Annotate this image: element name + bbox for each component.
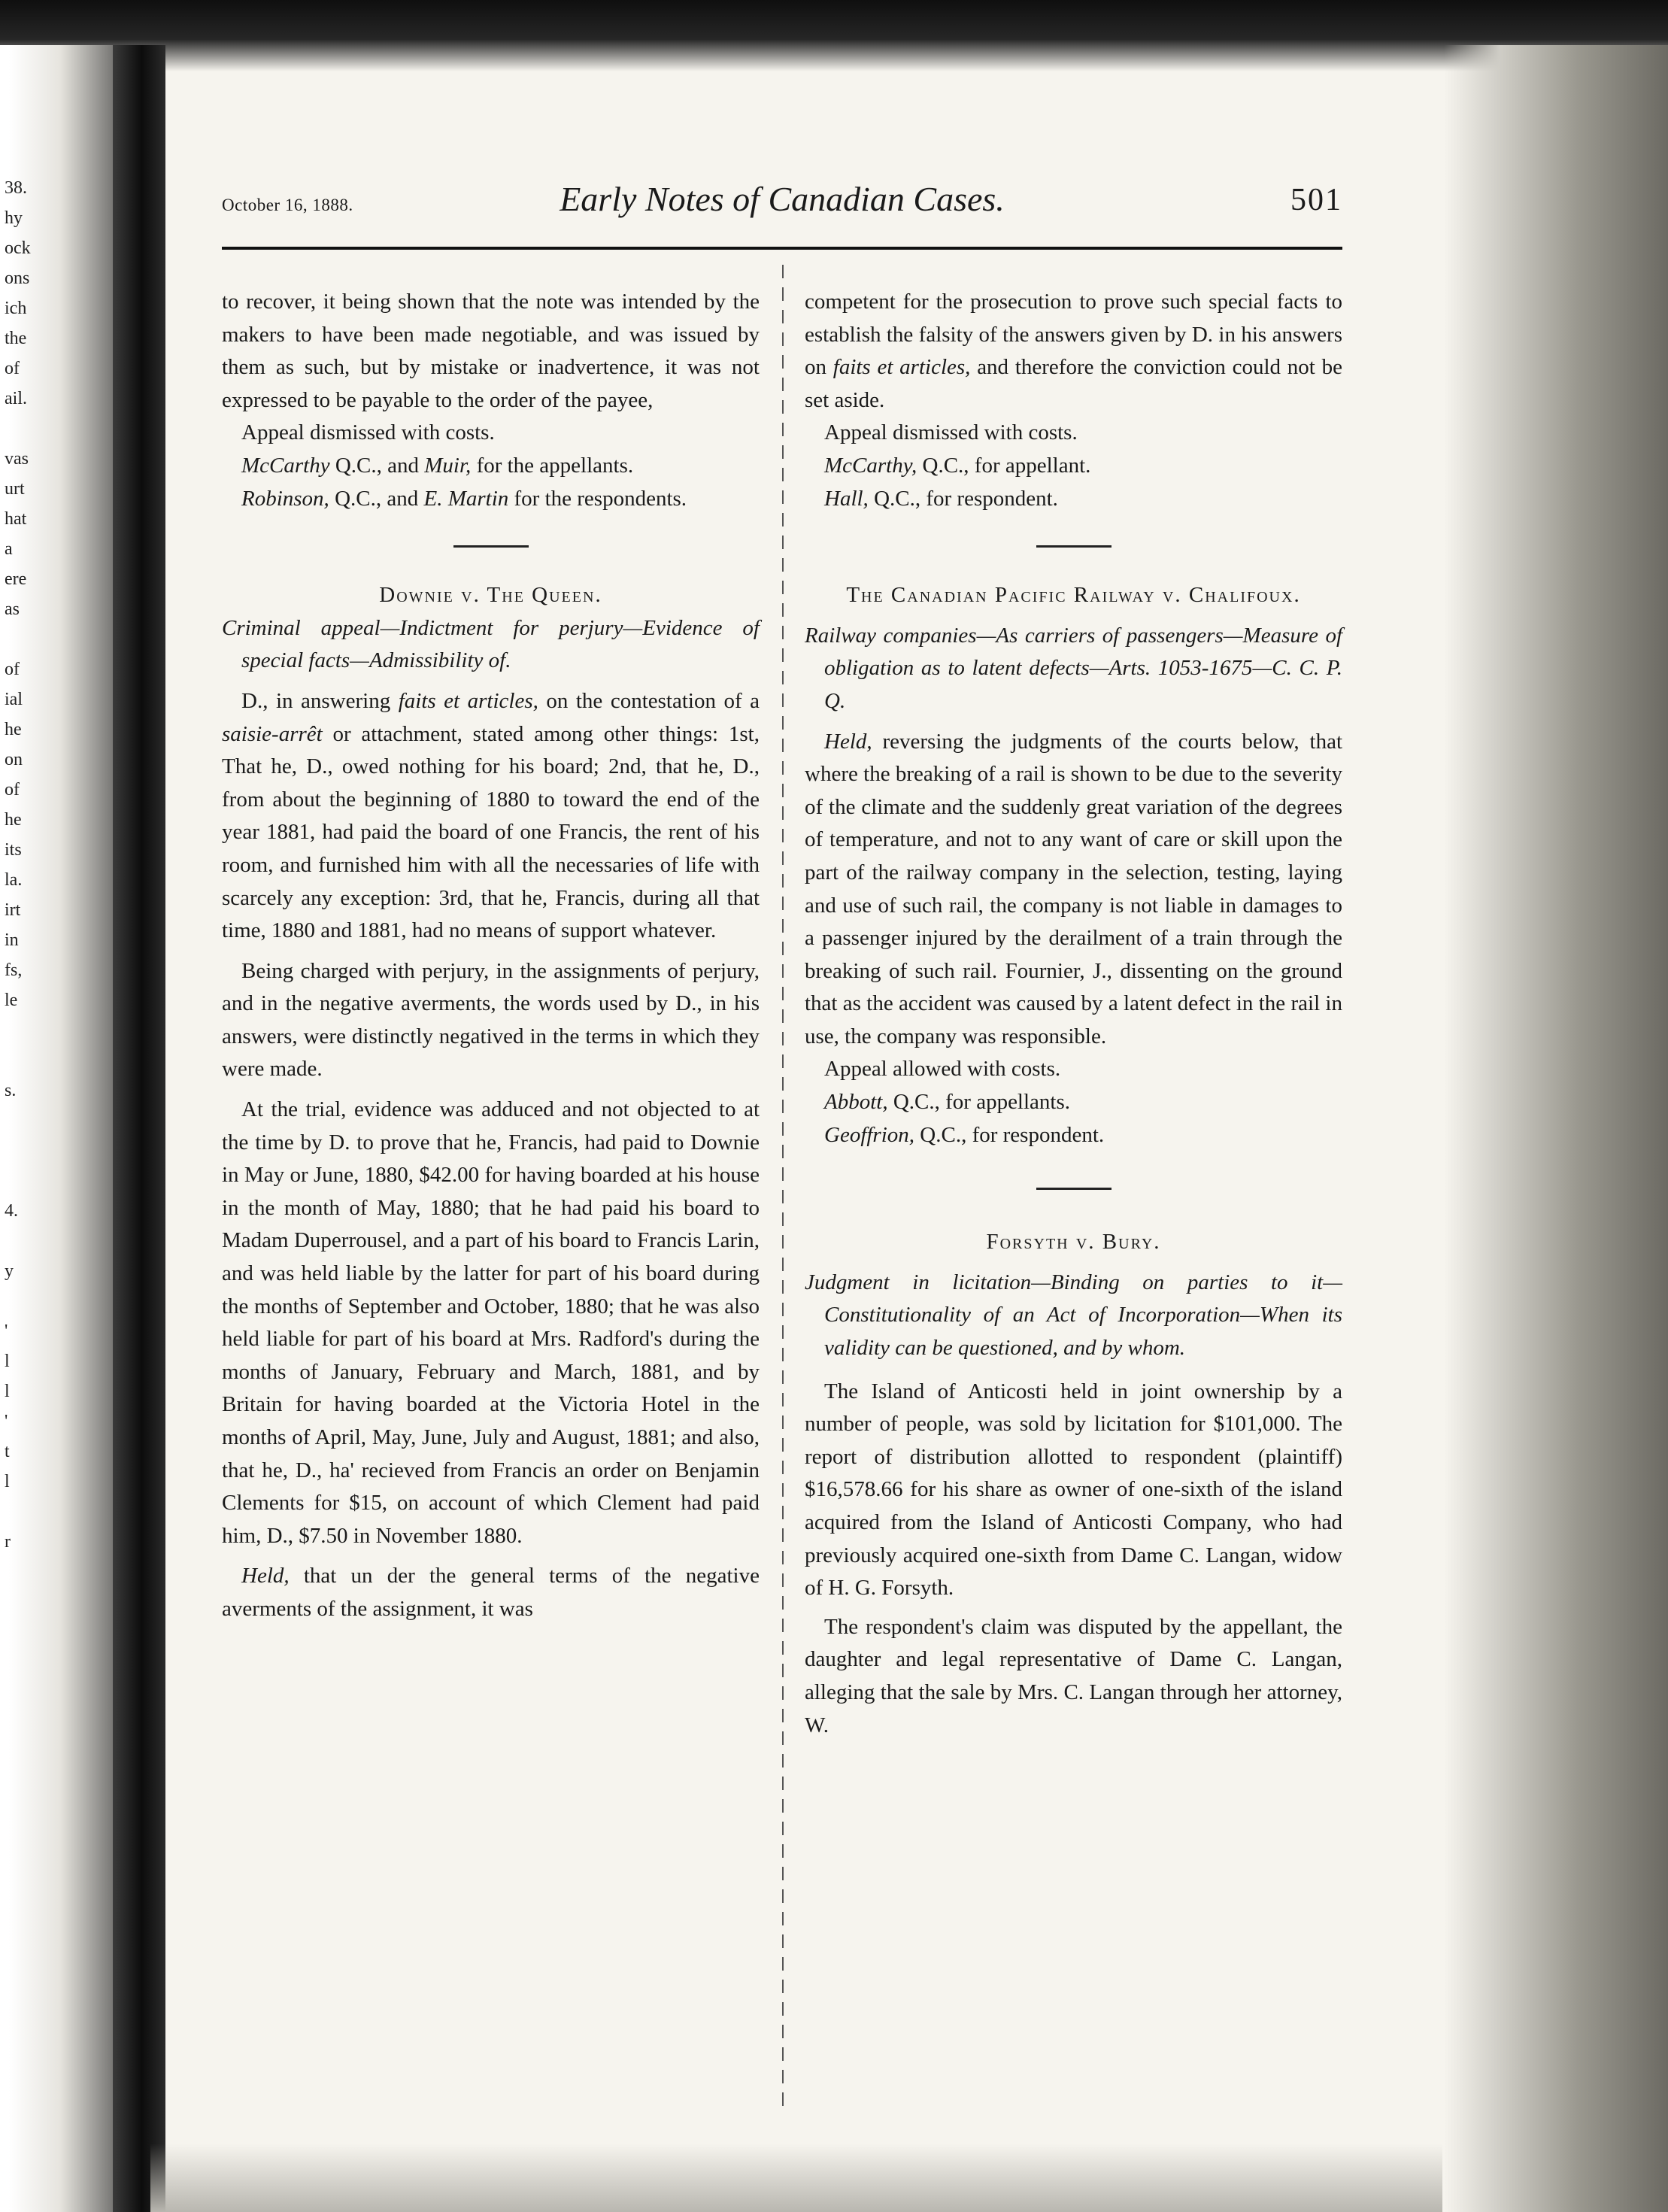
body-paragraph: Being charged with perjury, in the assignments of perjury, and in the negative averments, the words used by D., in his answers, were distinctly negatived in the terms in which they were made. bbox=[222, 958, 760, 1082]
facing-page-fragment: ock bbox=[5, 238, 31, 258]
counsel-text: Q.C., for respondent. bbox=[914, 1122, 1105, 1147]
facing-page-fragment: 38. bbox=[5, 178, 27, 198]
running-head bbox=[222, 173, 1342, 241]
body-paragraph: The respondent's claim was disputed by the appellant, the daughter and legal representative of Dame C. Langan, alleging that the sale by Mrs. C. Langan through her attorney, W. bbox=[805, 1614, 1342, 1737]
body-text: or attachment, stated among other things: 1st, That he, D., owed nothing for his board; 2nd, that he, D., from about the beginning of 1880 to toward the end of the year 1881, had paid the board of one Francis, the rent of his room, and furnished him with all the necessaries of life with scarcely any exception: 3rd, that he, Francis, during all that time, 1880 and 1881, had no means of support whatever. bbox=[222, 721, 760, 943]
counsel-line bbox=[805, 483, 1342, 516]
italic-term: saisie-arrêt bbox=[222, 721, 323, 746]
facing-page-fragment: on bbox=[5, 750, 23, 769]
facing-page-fragment: le bbox=[5, 991, 18, 1010]
facing-page-fragment: in bbox=[5, 930, 19, 950]
facing-page-fragment bbox=[0, 1226, 83, 1256]
facing-page-fragment: of bbox=[5, 359, 20, 378]
facing-page-fragment: ons bbox=[5, 269, 30, 288]
scan-right-edge bbox=[1444, 45, 1668, 2212]
case-title: Downie v. The Queen. bbox=[379, 583, 602, 608]
facing-page-fragment bbox=[0, 1045, 83, 1076]
facing-page-fragment: ial bbox=[5, 690, 23, 709]
body-paragraph bbox=[222, 685, 760, 948]
book-binding bbox=[113, 45, 165, 2212]
counsel-line bbox=[805, 450, 1342, 483]
counsel-line bbox=[222, 483, 760, 516]
left-column bbox=[222, 286, 760, 2144]
facing-page-fragment: as bbox=[5, 599, 20, 619]
body-text: D., in answering bbox=[241, 688, 399, 713]
facing-page-fragment: irt bbox=[5, 900, 21, 920]
italic-term: faits et articles, bbox=[398, 688, 538, 713]
body-text: that un der the general terms of the negative averments of the assignment, it was bbox=[222, 1564, 760, 1621]
facing-page-fragment: he bbox=[5, 810, 22, 830]
held-label: Held, bbox=[241, 1564, 290, 1588]
counsel-text: Q.C., for appellants. bbox=[887, 1090, 1071, 1115]
facing-page-fragment: ail. bbox=[5, 389, 27, 408]
right-column bbox=[805, 286, 1342, 2144]
case-title: Forsyth v. Bury. bbox=[986, 1230, 1161, 1255]
facing-page-fragments bbox=[0, 173, 83, 2053]
counsel-name: Robinson, bbox=[241, 486, 329, 511]
facing-page-fragment: of bbox=[5, 660, 20, 679]
facing-page-fragment: a bbox=[5, 539, 13, 559]
facing-page-fragment bbox=[0, 1015, 83, 1045]
counsel-text: Q.C., for respondent. bbox=[868, 486, 1058, 511]
counsel-line bbox=[805, 1086, 1342, 1119]
case-title: The Canadian Pacific Railway v. Chalifoux. bbox=[846, 583, 1301, 608]
facing-page-fragment: vas bbox=[5, 449, 29, 469]
page bbox=[222, 173, 1342, 2144]
body-paragraph: The Island of Anticosti held in joint ownership by a number of people, was sold by licitation for $101,000. The report of distribution allotted to respondent (plaintiff) $16,578.66 for his share as owner of one-sixth of the island acquired from the Island of Anticosti Company, who had previously acquired one-sixth from Dame C. Langan, widow of H. G. Forsyth. bbox=[805, 1379, 1342, 1601]
counsel-name: McCarthy, bbox=[824, 453, 917, 478]
facing-page-fragment: l bbox=[5, 1352, 10, 1371]
counsel-name: Geoffrion, bbox=[824, 1122, 915, 1147]
counsel-text: for the respondents. bbox=[508, 486, 687, 511]
counsel-name: E. Martin bbox=[423, 486, 509, 511]
body-text: and therefore the conviction could not be set aside. bbox=[805, 355, 1342, 412]
counsel-text: for the appellants. bbox=[471, 453, 634, 478]
facing-page-fragment bbox=[0, 1497, 83, 1527]
body-paragraph: At the trial, evidence was adduced and not objected to at the time by D. to prove that he, Francis, had paid to Downie in May or June, 1880, $42.00 for having boarded at his house in the month of May, 1880; that he had paid his board to Madam Duperrousel, and a part of his board to Francis Larin, and was held liable by the latter for part of his board during the months of September and October, 1880; that he was also held liable for part of his board at Mrs. Radford's during the months of January, February and March, 1881, and by Britain for having boarded at the Victoria Hotel in the months of April, May, June, July and August, 1881; and also, that he, D., ha' recieved from Francis an order on Benjamin Clements for $15, on account of which Clement had paid him, D., $7.50 in November 1880. bbox=[222, 1097, 760, 1548]
running-head-title: Early Notes of Canadian Cases. bbox=[560, 180, 1005, 218]
facing-page-fragment: hat bbox=[5, 509, 27, 529]
facing-page-fragment: ere bbox=[5, 569, 27, 589]
section-rule bbox=[1036, 1188, 1111, 1190]
facing-page-fragment: la. bbox=[5, 870, 23, 890]
held-label: Held, bbox=[824, 729, 872, 754]
facing-page-fragment bbox=[0, 624, 83, 654]
counsel-line bbox=[805, 1119, 1342, 1152]
header-rule bbox=[222, 247, 1342, 250]
disposition: Appeal dismissed with costs. bbox=[241, 420, 495, 445]
body-text: reversing the judgments of the courts below, that where the breaking of a rail is shown to be due to the severity of the climate and the suddenly great variation of the degrees of temperature, and not to any want of care or skill upon the part of the railway company in the selection, testing, laying and use of such rail, the company is not liable in damages to a passenger injured by the derailment of a train through the breaking of such rail. Fournier, J., dissenting on the ground that as the accident was caused by a latent defect in the rail in use, the company was responsible. bbox=[805, 729, 1342, 1048]
facing-page-fragment: y bbox=[5, 1261, 14, 1281]
facing-page-fragment bbox=[0, 1166, 83, 1196]
counsel-text: Q.C., for appellant. bbox=[917, 453, 1091, 478]
column-divider bbox=[782, 265, 784, 2107]
counsel-text: Q.C., and bbox=[329, 486, 424, 511]
italic-term: faits et articles, bbox=[832, 355, 971, 380]
body-paragraph bbox=[222, 1560, 760, 1625]
counsel-name: Muir, bbox=[424, 453, 472, 478]
facing-page-fragment: s. bbox=[5, 1081, 17, 1100]
continued-paragraph: to recover, it being shown that the note was intended by the makers to have been made negotiable, and was issued by them as such, but by mistake or inadvertence, it was not expressed to be payable to the order of the payee, bbox=[222, 290, 760, 412]
body-text: competent for the prosecution to prove such special facts to establish the falsity of the answers given by D. in his answers on bbox=[805, 290, 1342, 380]
headnote: Criminal appeal—Indictment for perjury—Evidence of special facts—Admissibility of. bbox=[222, 615, 760, 673]
facing-page-fragment bbox=[0, 1136, 83, 1166]
section-rule bbox=[453, 545, 529, 548]
scan-top-shadow bbox=[0, 0, 1668, 71]
facing-page-fragment: its bbox=[5, 840, 22, 860]
facing-page-fragment: r bbox=[5, 1532, 11, 1552]
counsel-text: Q.C., and bbox=[329, 453, 425, 478]
disposition: Appeal allowed with costs. bbox=[824, 1057, 1061, 1082]
counsel-name: Abbott, bbox=[824, 1090, 888, 1115]
facing-page-fragment bbox=[0, 414, 83, 444]
headnote: Judgment in licitation—Binding on parties to it—Constitutionality of an Act of Incorporation—When its validity can be questioned, and by whom. bbox=[805, 1270, 1342, 1361]
facing-page-fragment: ' bbox=[5, 1321, 8, 1341]
body-paragraph bbox=[805, 726, 1342, 1054]
facing-page-fragment: of bbox=[5, 780, 20, 800]
facing-page-fragment bbox=[0, 1106, 83, 1136]
section-rule bbox=[1036, 545, 1111, 548]
headnote: Railway companies—As carriers of passengers—Measure of obligation as to latent defects—Arts. 1053-1675—C. C. P. Q. bbox=[805, 623, 1342, 713]
body-text: on the contestation of a bbox=[538, 688, 760, 713]
counsel-name: Hall, bbox=[824, 486, 869, 511]
counsel-name: McCarthy bbox=[241, 453, 330, 478]
facing-page-fragment: urt bbox=[5, 479, 25, 499]
facing-page-fragment: t bbox=[5, 1442, 10, 1461]
facing-page-fragment: l bbox=[5, 1382, 10, 1401]
running-head-date: October 16, 1888. bbox=[222, 196, 353, 214]
facing-page-fragment: the bbox=[5, 329, 27, 348]
counsel-line bbox=[222, 450, 760, 483]
disposition: Appeal dismissed with costs. bbox=[824, 420, 1078, 445]
scan-bottom-edge bbox=[150, 2144, 1442, 2212]
facing-page-fragment: ich bbox=[5, 299, 27, 318]
facing-page-fragment: hy bbox=[5, 208, 23, 228]
facing-page-fragment bbox=[0, 1286, 83, 1316]
page-number: 501 bbox=[1290, 183, 1342, 217]
facing-page-fragment: ' bbox=[5, 1412, 8, 1431]
facing-page-fragment: fs, bbox=[5, 960, 23, 980]
facing-page-fragment: l bbox=[5, 1472, 10, 1491]
continued-paragraph bbox=[805, 286, 1342, 417]
facing-page-fragment: 4. bbox=[5, 1201, 18, 1221]
facing-page-fragment: he bbox=[5, 720, 22, 739]
